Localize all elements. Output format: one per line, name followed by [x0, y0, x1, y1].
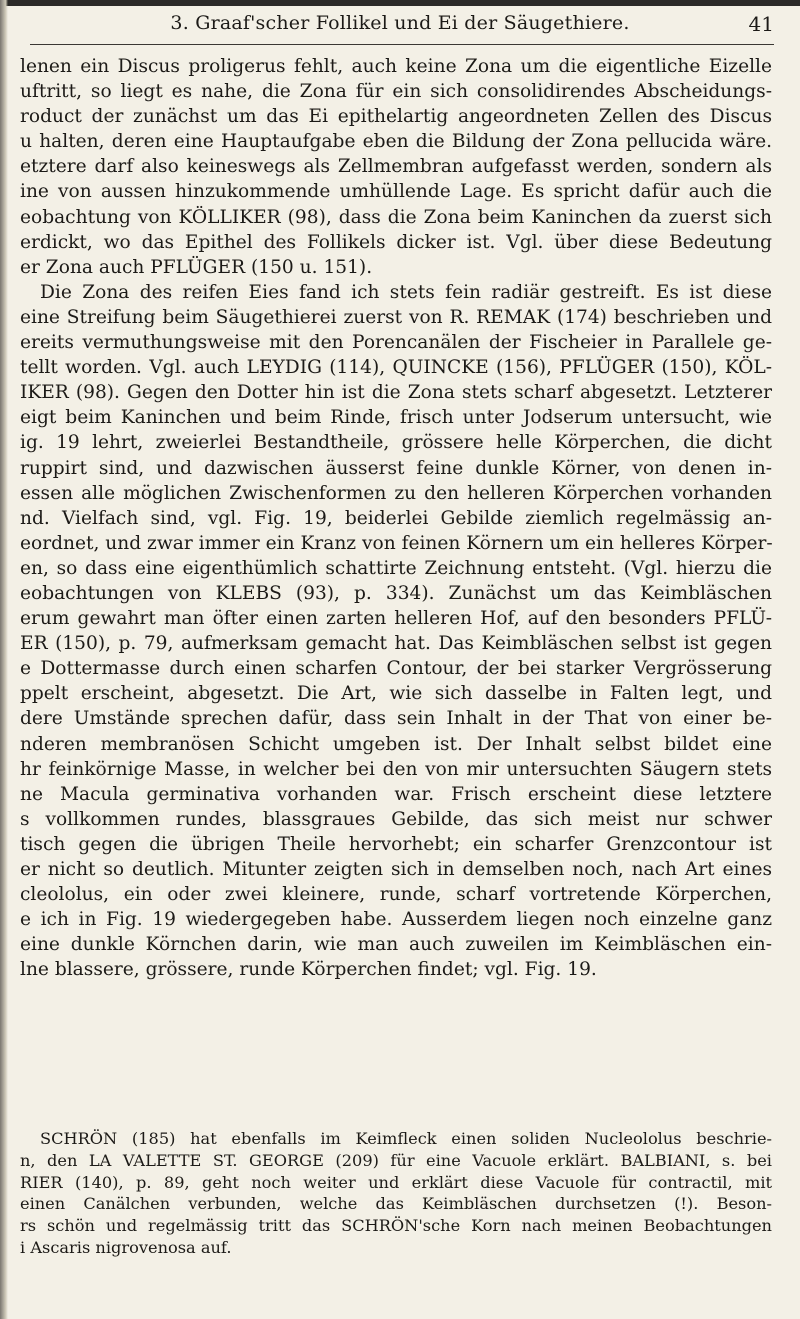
footnote-line: SCHRÖN (185) hat ebenfalls im Keimfleck einen soliden Nucleololus beschrie-	[40, 1129, 772, 1148]
text-line: ppelt erscheint, abgesetzt. Die Art, wie sich dasselbe in Falten legt, und	[20, 683, 772, 705]
text-line: eigt beim Kaninchen und beim Rinde, frisch unter Jodserum untersucht, wie	[20, 407, 772, 429]
text-line: er Zona auch PFLÜGER (150 u. 151).	[20, 256, 373, 278]
text-line: e ich in Fig. 19 wiedergegeben habe. Ausserdem liegen noch einzelne ganz	[20, 909, 772, 931]
text-line: roduct der zunächst um das Ei epithelartig angeordneten Zellen des Discus	[20, 106, 772, 128]
text-line: ne Macula germinativa vorhanden war. Frisch erscheint diese letztere	[20, 783, 772, 805]
text-line: uftritt, so liegt es nahe, die Zona für ein sich consolidirendes Abscheidungs-	[20, 81, 772, 103]
footnote-line: RIER (140), p. 89, geht noch weiter und erklärt diese Vacuole für contractil, mit	[20, 1172, 772, 1192]
paragraph-zona-origin	[20, 54, 772, 280]
header-rule	[30, 44, 774, 45]
text-line: cleololus, ein oder zwei kleinere, runde, scharf vortretende Körperchen,	[20, 884, 772, 906]
page-header	[0, 10, 800, 42]
text-line: Die Zona des reifen Eies fand ich stets fein radiär gestreift. Es ist diese	[40, 281, 772, 303]
text-line: lenen ein Discus proligerus fehlt, auch keine Zona um die eigentliche Eizelle	[20, 56, 772, 77]
footnote-line: i Ascaris nigrovenosa auf.	[20, 1237, 232, 1257]
text-line: en, so dass eine eigenthümlich schattirte Zeichnung entsteht. (Vgl. hierzu die	[20, 557, 772, 579]
text-line: lne blassere, grössere, runde Körperchen findet; vgl. Fig. 19.	[20, 959, 597, 981]
text-line: eobachtungen von KLEBS (93), p. 334). Zunächst um das Keimbläschen	[20, 582, 772, 604]
text-line: ruppirt sind, und dazwischen äusserst feine dunkle Körner, von denen in-	[20, 457, 772, 479]
text-line: u halten, deren eine Hauptaufgabe eben die Bildung der Zona pellucida wäre.	[20, 131, 772, 153]
text-line: ereits vermuthungsweise mit den Porencanälen der Fischeier in Parallele ge-	[20, 332, 772, 354]
footnote	[20, 1128, 772, 1259]
footnote-line: einen Canälchen verbunden, welche das Keimbläschen durchsetzen (!). Beson-	[20, 1194, 772, 1214]
text-line: eine Streifung beim Säugethierei zuerst von R. REMAK (174) beschrieben und	[20, 306, 772, 328]
text-line: ine von aussen hinzukommende umhüllende Lage. Es spricht dafür auch die	[20, 181, 772, 203]
text-line: dere Umstände sprechen dafür, dass sein Inhalt in der That von einer be-	[20, 708, 772, 730]
text-line: eobachtung von KÖLLIKER (98), dass die Zona beim Kaninchen da zuerst sich	[20, 206, 772, 228]
text-line: e Dottermasse durch einen scharfen Contour, der bei starker Vergrösserung	[20, 658, 772, 680]
scan-binding-shadow	[0, 0, 8, 1319]
footnote-line: rs schön und regelmässig tritt das SCHRÖN'sche Korn nach meinen Beobachtungen	[20, 1216, 772, 1236]
text-line: erdickt, wo das Epithel des Follikels dicker ist. Vgl. über diese Bedeutung	[20, 231, 772, 253]
scan-top-edge	[0, 0, 800, 6]
page-number: 41	[748, 12, 774, 36]
text-line: tisch gegen die übrigen Theile hervorhebt; ein scharfer Grenzcontour ist	[20, 833, 772, 855]
text-line: IKER (98). Gegen den Dotter hin ist die Zona stets scharf abgesetzt. Letzterer	[20, 382, 772, 404]
text-line: eine dunkle Körnchen darin, wie man auch zuweilen im Keimbläschen ein-	[20, 934, 772, 956]
text-line: nd. Vielfach sind, vgl. Fig. 19, beiderlei Gebilde ziemlich regelmässig an-	[20, 507, 772, 529]
text-line: ER (150), p. 79, aufmerksam gemacht hat. Das Keimbläschen selbst ist gegen	[20, 633, 772, 655]
running-head: 3. Graaf'scher Follikel und Ei der Säugethiere.	[170, 12, 630, 34]
footnote-line: n, den LA VALETTE ST. GEORGE (209) für eine Vacuole erklärt. BALBIANI, s. bei	[20, 1150, 772, 1170]
text-line: nderen membranösen Schicht umgeben ist. Der Inhalt selbst bildet eine	[20, 733, 772, 755]
paragraph-zona-structure	[20, 280, 772, 983]
text-line: ig. 19 lehrt, zweierlei Bestandtheile, grössere helle Körperchen, die dicht	[20, 432, 772, 454]
text-line: hr feinkörnige Masse, in welcher bei den von mir untersuchten Säugern stets	[20, 758, 772, 780]
text-line: tellt worden. Vgl. auch LEYDIG (114), QUINCKE (156), PFLÜGER (150), KÖL-	[20, 357, 772, 379]
text-line: s vollkommen rundes, blassgraues Gebilde, das sich meist nur schwer	[20, 808, 772, 830]
text-line: eordnet, und zwar immer ein Kranz von feinen Körnern um ein helleres Körper-	[20, 532, 773, 554]
text-line: er nicht so deutlich. Mitunter zeigten sich in demselben noch, nach Art eines	[20, 859, 772, 880]
body-text	[20, 54, 772, 982]
text-line: essen alle möglichen Zwischenformen zu den helleren Körperchen vorhanden	[20, 482, 772, 504]
text-line: erum gewahrt man öfter einen zarten helleren Hof, auf den besonders PFLÜ-	[20, 608, 772, 630]
text-line: etztere darf also keineswegs als Zellmembran aufgefasst werden, sondern als	[20, 156, 772, 178]
